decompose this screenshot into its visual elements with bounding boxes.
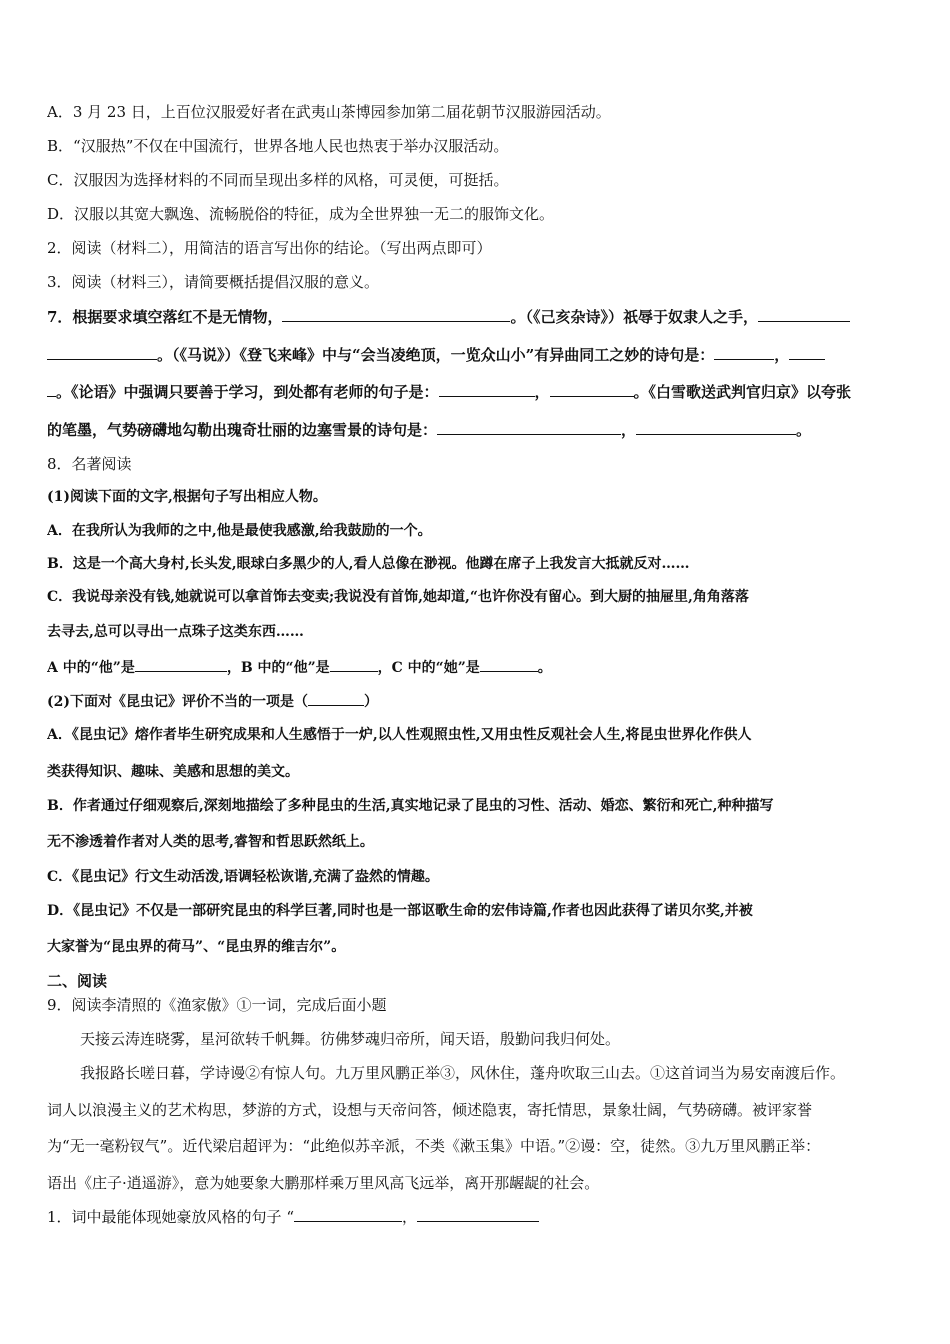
q9-sub1-text: 1．词中最能体现她豪放风格的句子 “ [47,1208,294,1226]
q7-blank-7[interactable] [437,419,621,435]
q7-line-1 [47,306,910,328]
q7-line-2 [47,344,910,366]
q7-blank-5[interactable] [439,381,535,397]
q9-note-line1: 词人以浪漫主义的艺术构思，梦游的方式，设想与天帝问答，倾述隐衷，寄托情思，景象壮阔，气势磅礴。被评家誉 [47,1101,813,1119]
q8-option-c: C．《昆虫记》行文生动活泼,语调轻松诙谐,充满了盎然的情趣。 [47,869,439,885]
q8-part2-text: ） [364,694,378,710]
q7-text: ， [534,383,550,401]
q7-text: 。《论语》中强调只要善于学习，到处都有老师的句子是： [56,383,439,401]
q7-blank-1[interactable] [282,306,510,322]
q8-part2-text: (2)下面对《昆虫记》评价不当的一项是（ [47,694,308,710]
q6-option-d: D．汉服以其宽大飘逸、流畅脱俗的特征，成为全世界独一无二的服饰文化。 [47,205,555,223]
q8-option-b-line2: 无不渗透着作者对人类的思考,睿智和哲思跃然纸上。 [47,834,374,850]
q9-poem-line2: 我报路长嗟日暮，学诗谩②有惊人句。九万里风鹏正举③，风休住，蓬舟吹取三山去。①这首词当为易安南渡后作。 [80,1064,846,1082]
q8-blank-a[interactable] [135,656,227,672]
q8-blank-c[interactable] [480,656,538,672]
q7-text: ， [621,421,637,439]
q7-text: 的笔墨，气势磅礴地勾勒出瑰奇壮丽的边塞雪景的诗句是： [47,421,438,439]
q8-fill-in [47,656,910,679]
q7-text: 。（《己亥杂诗》）祇辱于奴隶人之手， [510,308,758,326]
q8-passage-a: A．在我所认为我师的之中,他是最使我感激,给我鼓励的一个。 [47,523,432,539]
q8-fill-label: A 中的“他”是 [47,660,135,676]
q8-title: 8．名著阅读 [47,455,132,473]
q6-option-c: C．汉服因为选择材料的不同而呈现出多样的风格，可灵便，可挺括。 [47,171,509,189]
q6-sub-question-2: 2．阅读（材料二），用简洁的语言写出你的结论。（写出两点即可） [47,239,492,257]
q6-option-a: A．3 月 23 日，上百位汉服爱好者在武夷山茶博园参加第二届花朝节汉服游园活动。 [47,103,611,121]
q8-option-d-line1: D．《昆虫记》不仅是一部研究昆虫的科学巨著,同时也是一部讴歌生命的宏伟诗篇,作者也因此获得了诺贝尔奖,并被 [47,903,753,919]
q7-text: 7．根据要求填空落红不是无情物， [47,308,283,326]
q8-option-b-line1: B．作者通过仔细观察后,深刻地描绘了多种昆虫的生活,真实地记录了昆虫的习性、活动、婚恋、繁衍和死亡,种种描写 [47,798,774,814]
q9-sub1-text: ， [401,1208,417,1226]
q7-blank-2-cont[interactable] [47,344,157,360]
q8-fill-label: ，B 中的“他”是 [226,660,330,676]
q7-text: 。（《马说》）《登飞来峰》中与“会当凌绝顶，一览众山小”有异曲同工之妙的诗句是： [157,346,715,364]
q7-blank-2[interactable] [758,306,850,322]
q7-text: 。 [796,421,812,439]
q6-sub-question-3: 3．阅读（材料三），请简要概括提倡汉服的意义。 [47,273,380,291]
q7-text: ， [774,346,790,364]
q8-option-a-line2: 类获得知识、趣味、美感和思想的美文。 [47,764,299,780]
q7-text: 。《白雪歌送武判官归京》以夸张 [633,383,852,401]
q8-fill-label: 。 [537,660,552,676]
q9-blank-2[interactable] [417,1206,539,1222]
q9-blank-1[interactable] [294,1206,402,1222]
q7-blank-4[interactable] [789,344,825,360]
q7-line-4 [47,419,910,441]
q7-blank-3[interactable] [714,344,774,360]
q8-fill-label: ，C 中的“她”是 [377,660,480,676]
q8-passage-c-line2: 去寻去,总可以寻出一点珠子这类东西…… [47,624,304,640]
q8-part2-answer-blank[interactable] [308,690,364,706]
q8-part2-prompt [47,690,910,713]
q8-option-d-line2: 大家誉为“昆虫界的荷马”、“昆虫界的维吉尔”。 [47,939,346,955]
q8-part1-prompt: (1)阅读下面的文字,根据句子写出相应人物。 [47,489,327,505]
q8-passage-c-line1: C．我说母亲没有钱,她就说可以拿首饰去变卖;我说没有首饰,她却道,“也许你没有留心。到大厨的抽屉里,角角落落 [47,589,749,605]
section-2-heading: 二、阅读 [47,972,108,990]
q9-poem-line1: 天接云涛连晓雾，星河欲转千帆舞。彷佛梦魂归帝所，闻天语，殷勤问我归何处。 [80,1030,621,1048]
q9-sub-question-1 [47,1206,910,1228]
q8-passage-b: B．这是一个高大身村,长头发,眼球白多黑少的人,看人总像在渺视。他蹲在席子上我发言大抵就反对…… [47,556,690,572]
q7-blank-4-cont[interactable] [47,381,56,397]
q8-option-a-line1: A．《昆虫记》熔作者毕生研究成果和人生感悟于一炉,以人性观照虫性,又用虫性反观社会人生,将昆虫世界化作供人 [47,727,752,743]
q9-note-line3: 语出《庄子·逍遥游》，意为她要象大鹏那样乘万里风高飞远举，离开那龌龊的社会。 [47,1174,600,1192]
q9-note-line2: 为“无一毫粉钗气”。近代梁启超评为：“此绝似苏辛派，不类《漱玉集》中语。”②谩：空，徒然。③九万里风鹏正举： [47,1137,821,1155]
q7-blank-8[interactable] [636,419,796,435]
q7-line-3 [47,381,910,403]
q6-option-b: B．“汉服热”不仅在中国流行，世界各地人民也热衷于举办汉服活动。 [47,137,509,155]
q7-blank-6[interactable] [550,381,634,397]
q8-blank-b[interactable] [330,656,378,672]
q9-title: 9．阅读李清照的《渔家傲》①一词，完成后面小题 [47,996,387,1014]
